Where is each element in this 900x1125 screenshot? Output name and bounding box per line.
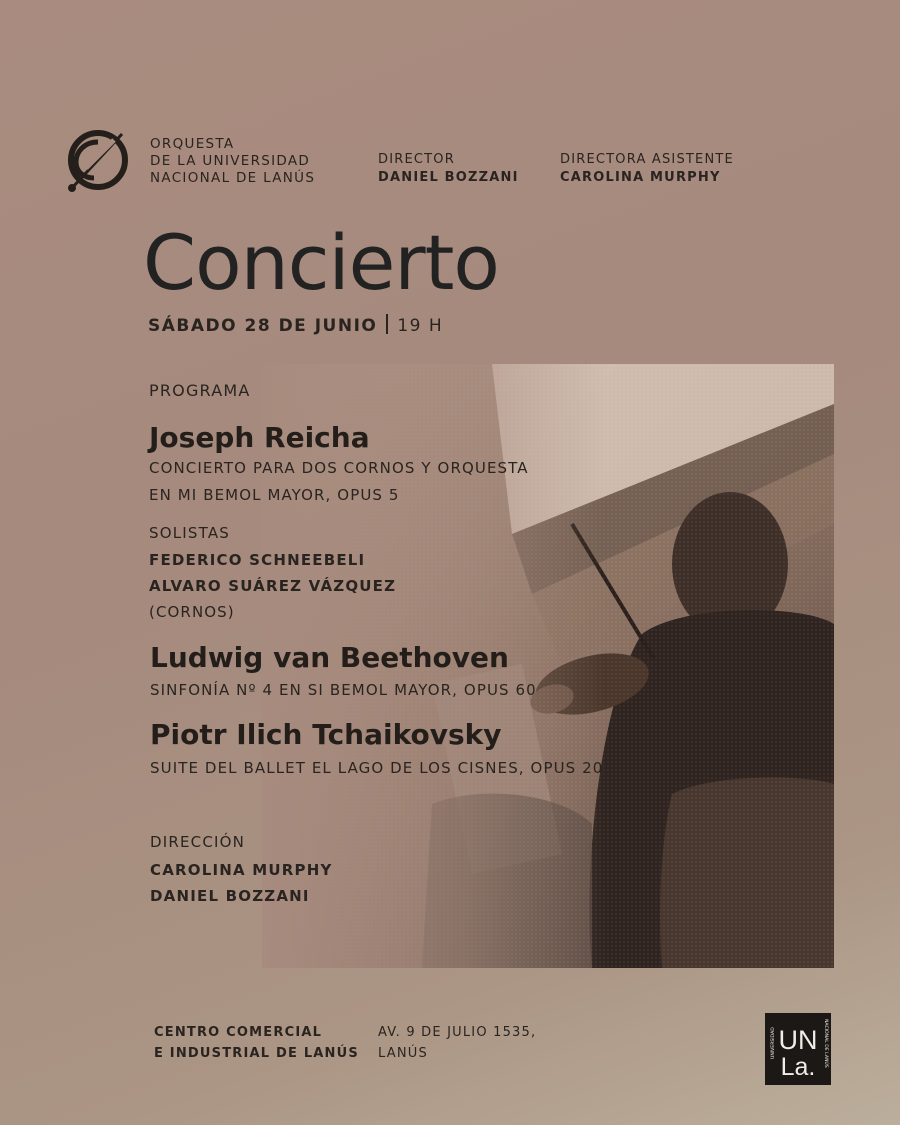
orchestra-name [150,136,315,187]
director-block [378,151,519,187]
assistant-director-block [560,151,734,187]
venue-address [378,1022,536,1064]
direction-label: DIRECCIÓN [150,833,246,851]
event-title: Concierto [143,218,499,307]
work-title: SUITE DEL BALLET EL LAGO DE LOS CISNES, OPUS 20 [150,759,604,777]
program-label: PROGRAMA [149,381,251,400]
director-name: DANIEL BOZZANI [150,887,310,905]
orchestra-name-line: ORQUESTA [150,136,235,152]
event-time: 19 H [397,316,444,336]
date-separator [386,314,388,334]
unla-main-text: UN [778,1025,818,1055]
work-title-line: EN MI BEMOL MAYOR, OPUS 5 [149,486,400,504]
venue-line: CENTRO COMERCIAL [154,1025,323,1040]
composer-name: Joseph Reicha [149,421,370,454]
unla-vertical-right: NACIONAL DE LANÚS [823,1019,828,1068]
assistant-director-label: DIRECTORA ASISTENTE [560,152,734,167]
soloists-note: (CORNOS) [149,603,235,621]
address-line: LANÚS [378,1046,428,1061]
composer-name: Ludwig van Beethoven [150,641,509,674]
director-label: DIRECTOR [378,152,455,167]
event-date: SÁBADO 28 DE JUNIO [148,316,378,336]
event-date-line [148,314,443,336]
director-name: DANIEL BOZZANI [378,170,519,185]
soloist-name: FEDERICO SCHNEEBELI [149,551,366,569]
work-title: SINFONÍA Nº 4 EN SI BEMOL MAYOR, OPUS 60 [150,681,537,699]
venue-line: E INDUSTRIAL DE LANÚS [154,1046,359,1061]
orchestra-name-line: NACIONAL DE LANÚS [150,170,316,186]
orchestra-logo-icon [64,128,130,194]
soloists-label: SOLISTAS [149,524,231,542]
work-title-line: CONCIERTO PARA DOS CORNOS Y ORQUESTA [149,459,529,477]
direction-names [150,857,333,909]
venue-name [154,1022,359,1064]
assistant-director-name: CAROLINA MURPHY [560,170,721,185]
soloist-name: ALVARO SUÁREZ VÁZQUEZ [149,577,397,595]
composer-name: Piotr Ilich Tchaikovsky [150,718,502,751]
unla-logo [765,1013,831,1085]
soloists-list [149,547,396,625]
address-line: AV. 9 DE JULIO 1535, [378,1025,537,1040]
orchestra-logo [64,128,130,194]
unla-sub-text: La. [780,1053,816,1081]
orchestra-name-line: DE LA UNIVERSIDAD [150,153,311,169]
work-title [149,455,529,509]
unla-vertical-left: UNIVERSIDAD [771,1027,776,1059]
unla-logo-icon [765,1013,831,1085]
director-name: CAROLINA MURPHY [150,861,333,879]
